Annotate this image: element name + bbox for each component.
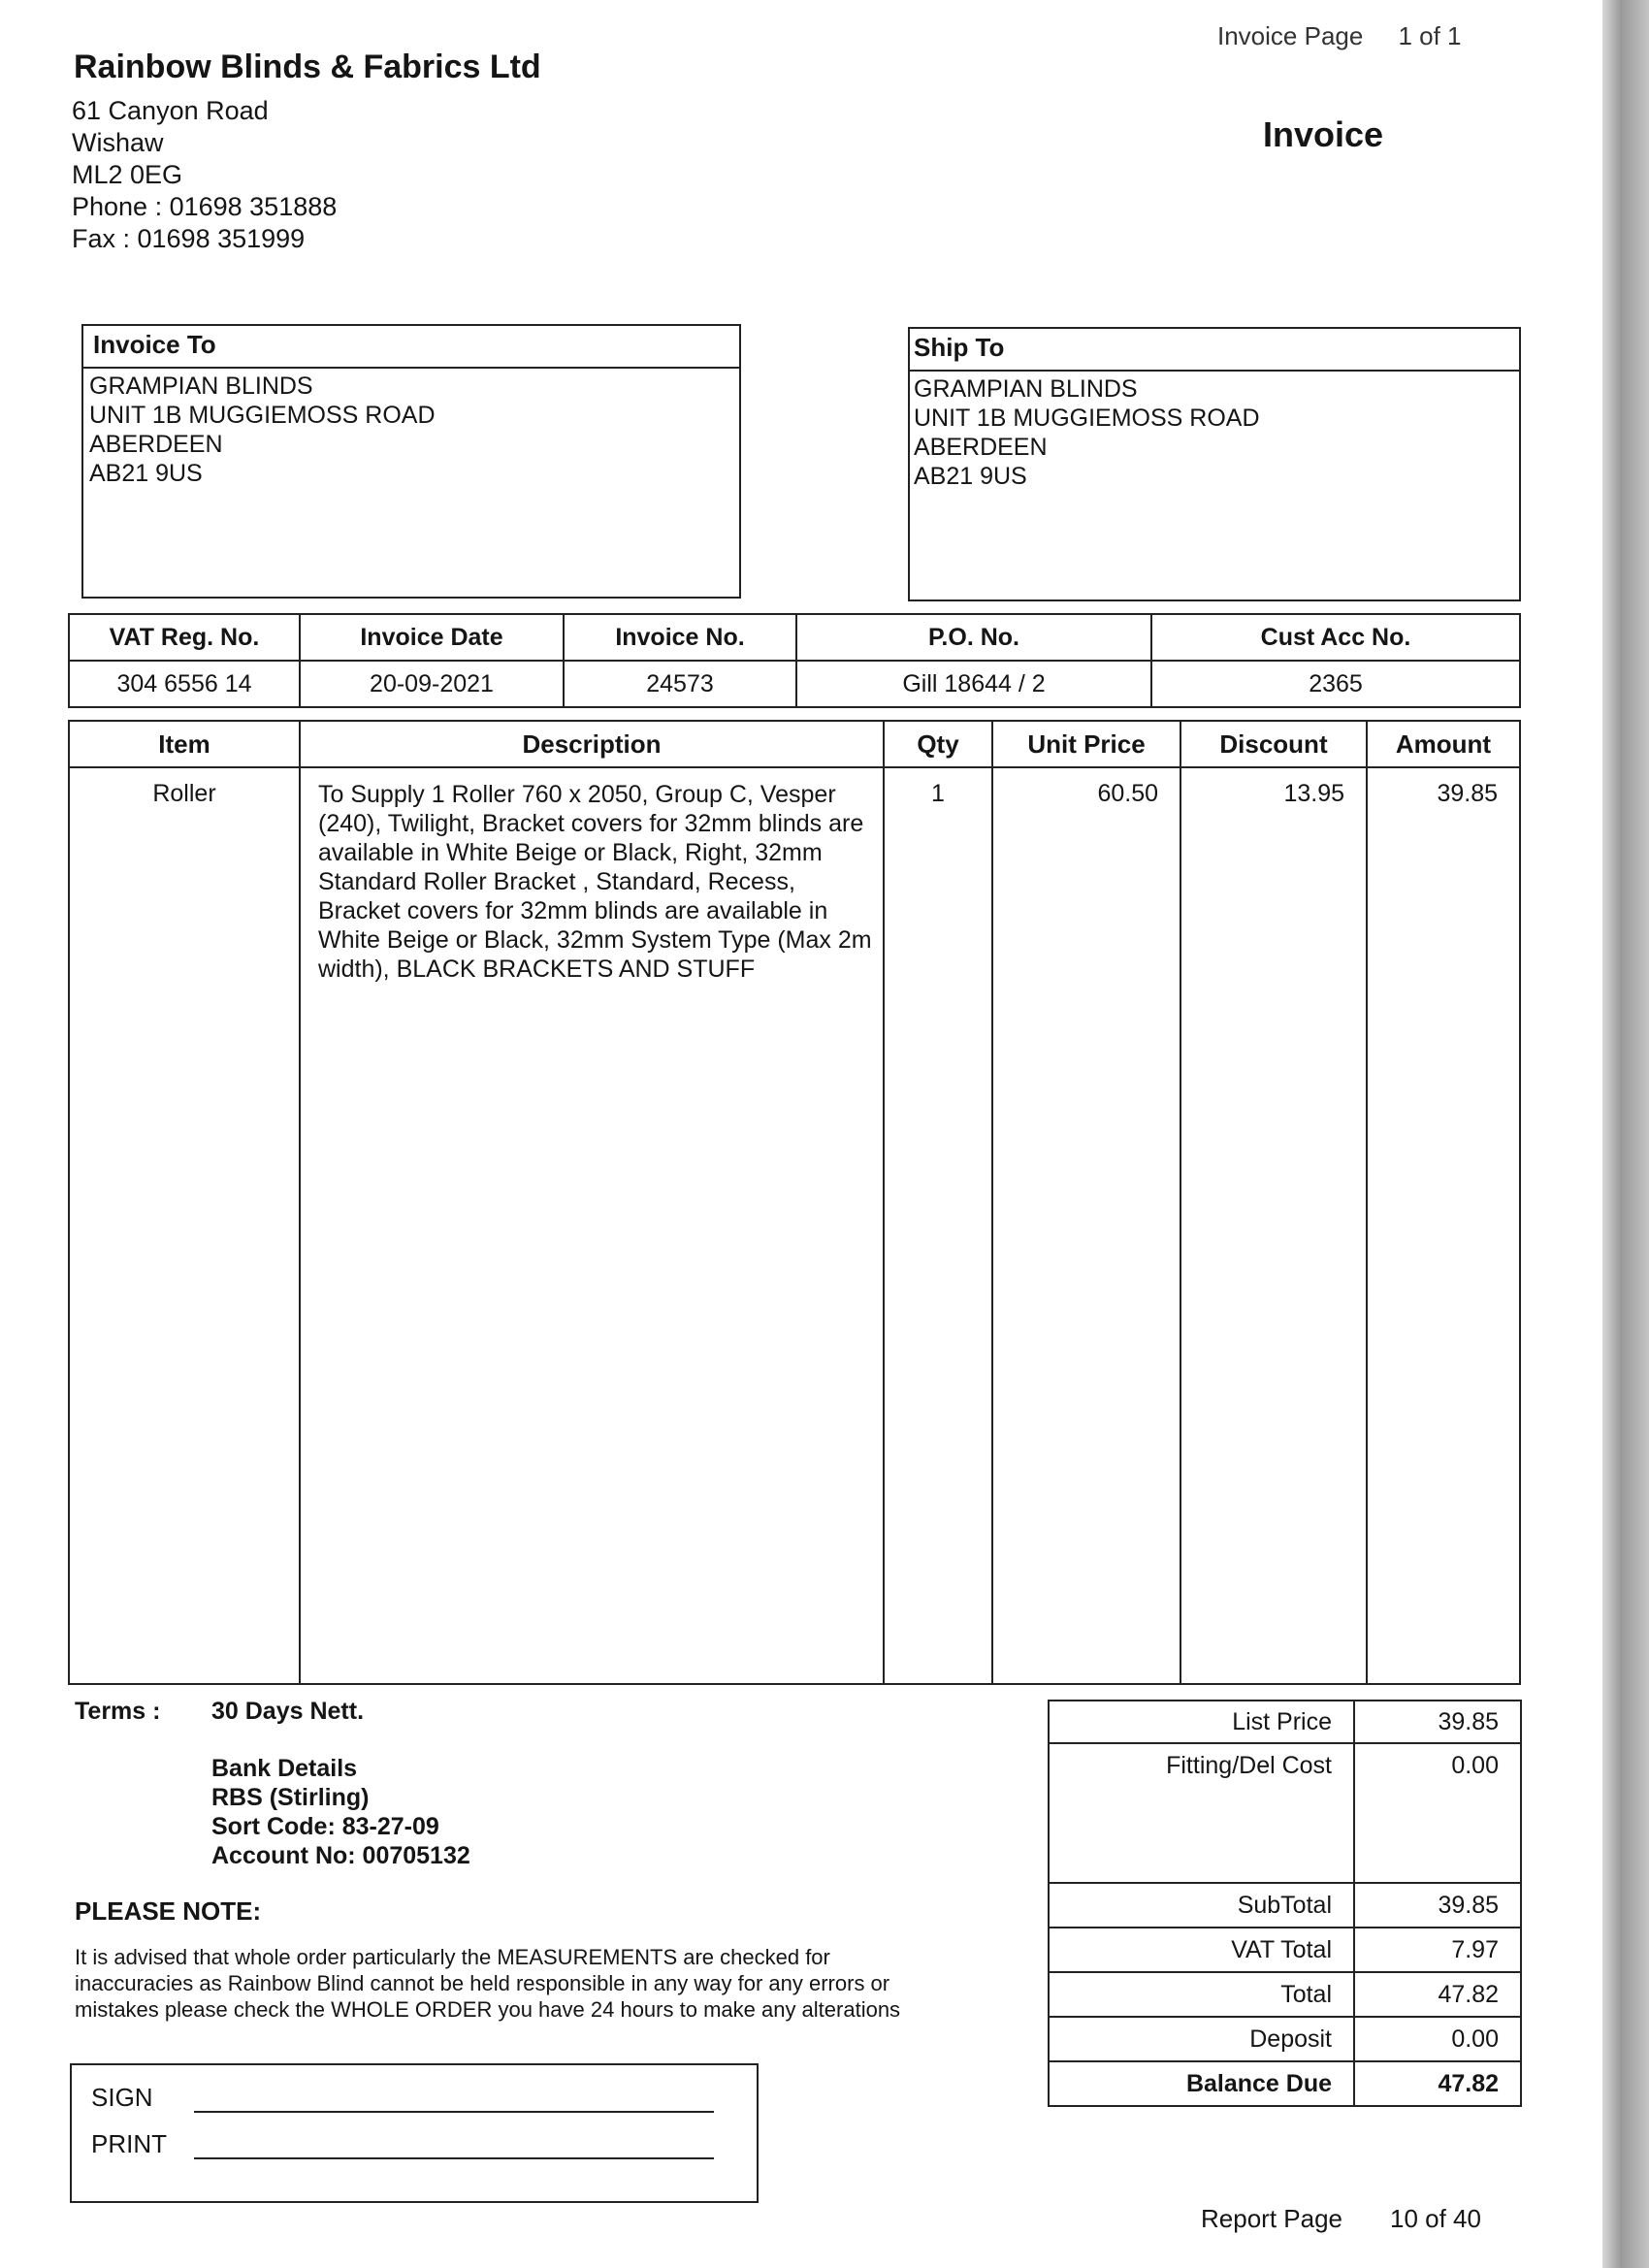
address-line: 61 Canyon Road (72, 96, 269, 125)
invoice-to-address: GRAMPIAN BLINDS UNIT 1B MUGGIEMOSS ROAD ABERDEEN AB21 9US (89, 373, 436, 487)
subtotal-value: 39.85 (1354, 1883, 1521, 1928)
col-discount: Discount (1180, 721, 1367, 767)
document-title: Invoice (1263, 114, 1384, 154)
terms-label: Terms : (75, 1698, 161, 1725)
list-price-label: List Price (1049, 1701, 1354, 1743)
item-description: To Supply 1 Roller 760 x 2050, Group C, Vesper (240), Twilight, Bracket covers for 32mm blinds are available in White Beige or Black, Right, 32mm Standard Roller Bracket , Standard, Recess, Bracket covers for 32mm blinds are available in White Beige or Black, 32mm System Type (Max 2m width), BLACK BRACKETS AND STUFF (300, 767, 884, 1684)
col-po-no: P.O. No. (796, 614, 1151, 661)
bank-details: Bank Details RBS (Stirling) Sort Code: 83-27-09 Account No: 00705132 (211, 1755, 470, 1869)
scan-edge (1602, 0, 1649, 2268)
vat-total-value: 7.97 (1354, 1928, 1521, 1972)
print-line[interactable] (194, 2157, 714, 2159)
print-label: PRINT (91, 2129, 167, 2158)
balance-due-label: Balance Due (1049, 2061, 1354, 2106)
ship-to-heading: Ship To (910, 329, 1519, 372)
signature-box (70, 2063, 759, 2203)
reference-table (68, 613, 1521, 708)
col-invoice-no: Invoice No. (564, 614, 796, 661)
invoice-to-box (81, 324, 741, 599)
fax: Fax : 01698 351999 (72, 224, 306, 253)
terms-value: 30 Days Nett. (211, 1698, 365, 1725)
note-text: It is advised that whole order particularly the MEASUREMENTS are checked for inaccuracies as Rainbow Blind cannot be held responsible in any way for any errors or mistakes please check the WHOLE ORDER you have 24 hours to make any alterations (75, 1945, 901, 2022)
cust-acc-value: 2365 (1151, 661, 1520, 707)
invoice-no-value: 24573 (564, 661, 796, 707)
vat-total-label: VAT Total (1049, 1928, 1354, 1972)
col-amount: Amount (1367, 721, 1520, 767)
fitting-cost-label: Fitting/Del Cost (1049, 1743, 1354, 1883)
fitting-cost-value: 0.00 (1354, 1743, 1521, 1883)
report-page-label: Report Page (1201, 2204, 1342, 2233)
list-price-value: 39.85 (1354, 1701, 1521, 1743)
page-indicator: Invoice Page 1 of 1 (1217, 21, 1462, 50)
invoice-to-heading: Invoice To (83, 326, 739, 369)
item-unit-price: 60.50 (992, 767, 1180, 1684)
address-line: ML2 0EG (72, 160, 183, 189)
total-label: Total (1049, 1972, 1354, 2017)
company-name: Rainbow Blinds & Fabrics Ltd (74, 49, 541, 85)
col-invoice-date: Invoice Date (300, 614, 564, 661)
report-page-value: 10 of 40 (1390, 2204, 1481, 2233)
sign-label: SIGN (91, 2083, 153, 2112)
line-items-table (68, 720, 1521, 1685)
ship-to-address: GRAMPIAN BLINDS UNIT 1B MUGGIEMOSS ROAD ABERDEEN AB21 9US (914, 375, 1260, 490)
po-no-value: Gill 18644 / 2 (796, 661, 1151, 707)
note-heading: PLEASE NOTE: (75, 1896, 262, 1926)
phone: Phone : 01698 351888 (72, 192, 338, 221)
invoice-date-value: 20-09-2021 (300, 661, 564, 707)
col-qty: Qty (884, 721, 992, 767)
item-qty: 1 (884, 767, 992, 1684)
ship-to-box (908, 327, 1521, 601)
col-cust-acc: Cust Acc No. (1151, 614, 1520, 661)
table-row (69, 767, 1520, 1684)
address-line: Wishaw (72, 128, 164, 157)
item-name: Roller (69, 767, 300, 1684)
col-vat-reg: VAT Reg. No. (69, 614, 300, 661)
deposit-label: Deposit (1049, 2017, 1354, 2061)
item-amount: 39.85 (1367, 767, 1520, 1684)
subtotal-label: SubTotal (1049, 1883, 1354, 1928)
company-address (72, 95, 337, 255)
totals-table (1048, 1700, 1522, 2107)
vat-reg-value: 304 6556 14 (69, 661, 300, 707)
deposit-value: 0.00 (1354, 2017, 1521, 2061)
col-description: Description (300, 721, 884, 767)
item-discount: 13.95 (1180, 767, 1367, 1684)
balance-due-value: 47.82 (1354, 2061, 1521, 2106)
total-value: 47.82 (1354, 1972, 1521, 2017)
col-item: Item (69, 721, 300, 767)
col-unit-price: Unit Price (992, 721, 1180, 767)
sign-line[interactable] (194, 2111, 714, 2113)
